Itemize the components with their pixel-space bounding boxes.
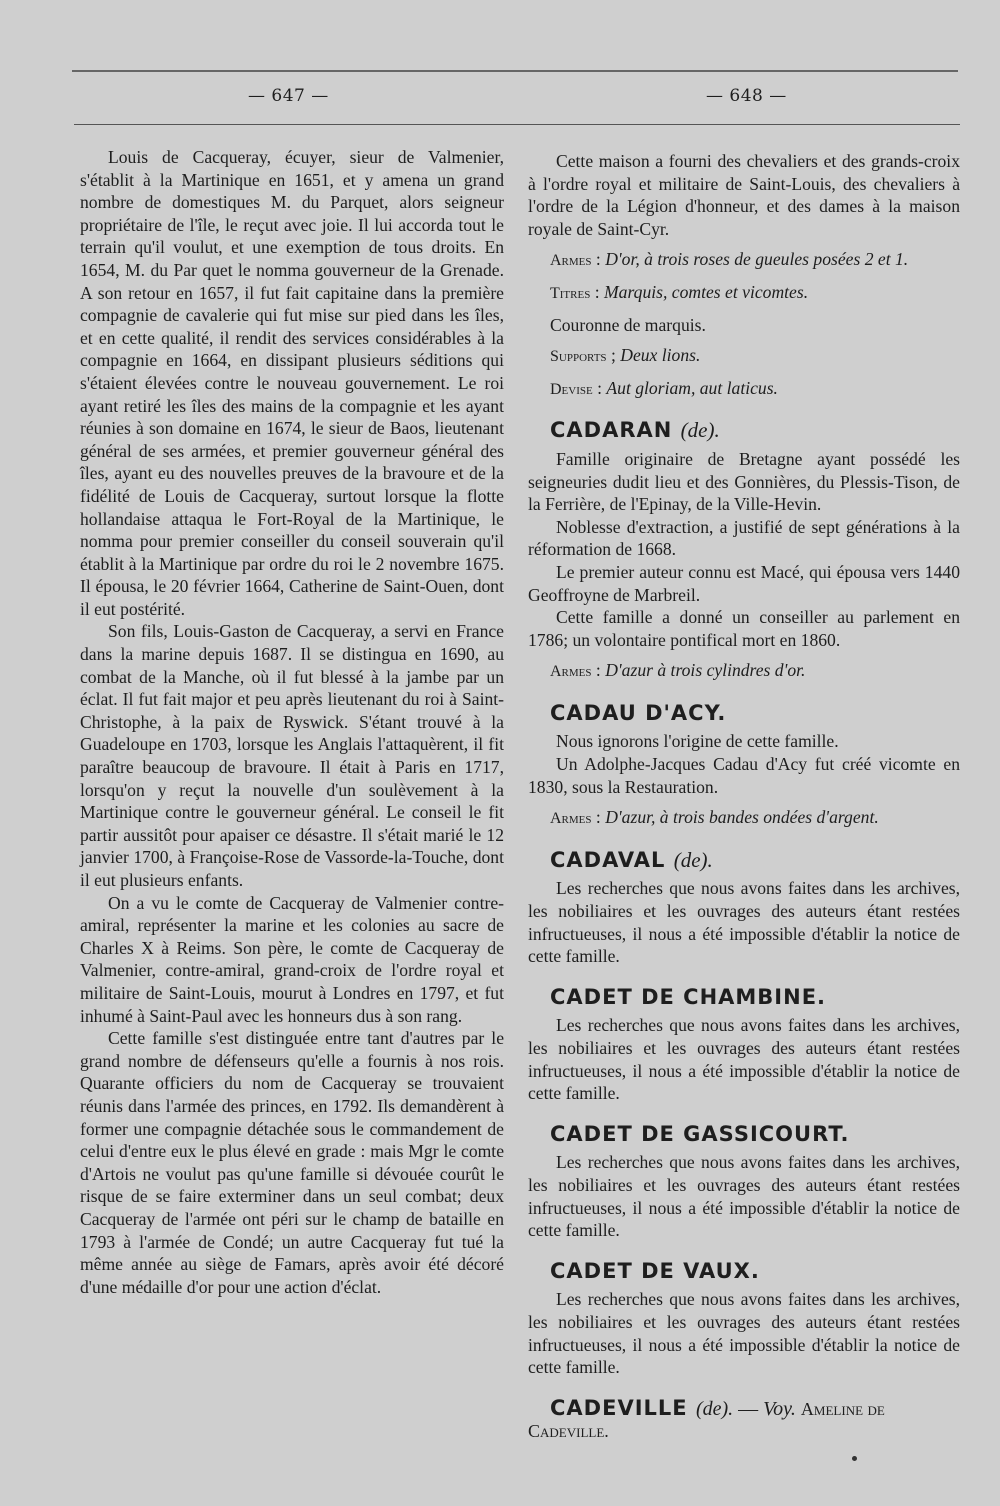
entry-heading: CADARAN (de). <box>550 418 720 443</box>
right-column <box>528 150 960 1443</box>
left-paragraph-4: Cette famille s'est distinguée entre tant d'autres par le grand nombre de défenseurs qu'elle a fournis à nos rois. Quarante officiers du nom de Cacqueray se trouvaient réunis dans l'armée des princes, en 1792. Ils demandèrent à former une compagnie détachée sous le commandement de celui d'entre eux le plus élevé en grade : mais Mgr le comte d'Artois ne voulut pas qu'une famille si dévouée courût le risque de se faire exterminer dans un seul combat; deux Cacqueray de l'armée ont péri sur le champ de bataille en 1793 à l'armée de Condé; un autre Cacqueray fut tué la même année au siège de Famars, après avoir été décoré d'une médaille d'or pour une action d'éclat. <box>80 1028 504 1297</box>
left-paragraph-1: Louis de Cacqueray, écuyer, sieur de Valmenier, s'établit à la Martinique en 1651, et y amena un grand nombre de domestiques M. du Parquet, alors seigneur propriétaire de l'île, le reçut avec joie. Il lui accorda tout le terrain qu'il voulut, et une exemption de tous droits. En 1654, M. du Par quet le nomma gouverneur de la Grenade. A son retour en 1657, il fut fait capitaine dans la première compagnie de cavalerie qui fut mise sur pied dans les îles, et en cette qualité, il rendit des services considérables à la compagnie en 1664, en dissipant plusieurs séditions qui s'étaient élevées contre le nouveau gouvernement. Le roi ayant retiré les îles des mains de la compagnie et les ayant réunies à son domaine en 1674, le sieur de Baos, lieutenant général de ses armées, et premier gouverneur général des îles, ayant eu des nouvelles preuves de la bravoure et de la fidélité de Louis de Cacqueray, surtout lorsque la flotte hollandaise attaqua le Fort-Royal de la Martinique, le nomma pour premier conseiller du conseil souverain qu'il établit à la Martinique par ordre du roi le 2 novembre 1675. Il épousa, le 20 février 1664, Catherine de Saint-Ouen, dont il eut postérité. <box>80 147 504 619</box>
entry-heading: CADAU D'ACY. <box>550 700 727 725</box>
right-page-number: — 648 — <box>706 86 787 106</box>
entry-cadaran <box>528 419 960 684</box>
entry-cadet-de-vaux <box>528 1260 960 1379</box>
left-paragraph-3: On a vu le comte de Cacqueray de Valmenier contre-amiral, représenter la marine et les colonies au sacre de Charles X à Reims. Son père, le comte de Cacqueray de Valmenier, contre-amiral, grand-croix de l'ordre royal et militaire de Saint-Louis, mourut à Londres en 1797, et fut inhumé à Saint-Paul avec les honneurs dus à son rang. <box>80 892 504 1026</box>
intro-arms: Armes : D'or, à trois roses de gueules posées 2 et 1. <box>550 249 909 270</box>
intro-motto: Devise : Aut gloriam, aut laticus. <box>550 377 778 398</box>
entry-paragraph: Les recherches que nous avons faites dans les archives, les nobiliaires et les ouvrages des auteurs étant restées infructueuses, il nous a été impossible d'établir la notice de cette famille. <box>528 1289 960 1378</box>
entry-arms: Armes : D'azur, à trois bandes ondées d'argent. <box>550 807 879 828</box>
entry-cadeville <box>528 1397 960 1443</box>
cross-reference-continued: Cadeville. <box>528 1421 609 1442</box>
entry-paragraph: Famille originaire de Bretagne ayant possédé les seigneuries dudit lieu et des Gonnières, du Plessis-Tison, de la Ferrière, de l'Epinay, de la Ville-Hevin. <box>528 448 960 515</box>
intro-paragraph: Cette maison a fourni des chevaliers et des grands-croix à l'ordre royal et militaire de Saint-Louis, des chevaliers à l'ordre de la Légion d'honneur, et des dames à la maison royale de Saint-Cyr. <box>528 151 960 239</box>
top-rule <box>72 70 958 72</box>
entry-heading: CADAVAL (de). <box>550 847 713 872</box>
cross-reference: Ameline de <box>800 1398 885 1419</box>
entry-cadet-de-chambine <box>528 986 960 1105</box>
entry-paragraph: Le premier auteur connu est Macé, qui épousa vers 1440 Geoffroyne de Marbreil. <box>528 561 960 605</box>
entry-arms: Armes : D'azur à trois cylindres d'or. <box>550 660 806 681</box>
entry-paragraph: Cette famille a donné un conseiller au parlement en 1786; un volontaire pontifical mort en 1860. <box>528 607 960 650</box>
entry-cadaval <box>528 849 960 968</box>
intro-crown: Couronne de marquis. <box>550 314 706 335</box>
intro-titles: Titres : Marquis, comtes et vicomtes. <box>550 281 809 302</box>
entry-paragraph: Noblesse d'extraction, a justifié de sept générations à la réformation de 1668. <box>528 516 960 560</box>
left-column <box>80 146 504 1298</box>
header-rule <box>74 124 960 125</box>
left-paragraph-2: Son fils, Louis-Gaston de Cacqueray, a servi en France dans la marine depuis 1687. Il se distingua en 1690, au combat de la Manche, où il fut blessé à la jambe par un éclat. Il fut fait major et peu après lieutenant du roi à Saint-Christophe, à la paix de Ryswick. S'étant trouvé à la Guadeloupe en 1703, lorsque les Anglais l'attaquèrent, il fit paraître beaucoup de bravoure. Il était à Paris en 1717, lorsqu'on y reçut la nouvelle d'un soulèvement à la Martinique contre le gouverneur général. Le conseil le fit partir aussitôt pour apaiser ce désastre. Il s'était marié le 12 janvier 1700, à Françoise-Rose de Vassorde-la-Touche, dont il eut plusieurs enfants. <box>80 621 504 890</box>
entry-paragraph: Les recherches que nous avons faites dans les archives, les nobiliaires et les ouvrages des auteurs étant restées infructueuses, il nous a été impossible d'établir la notice de cette famille. <box>528 1015 960 1104</box>
entry-paragraph: Les recherches que nous avons faites dans les archives, les nobiliaires et les ouvrages des auteurs étant restées infructueuses, il nous a été impossible d'établir la notice de cette famille. <box>528 878 960 967</box>
entry-paragraph: Nous ignorons l'origine de cette famille. <box>556 731 839 752</box>
entry-heading: CADEVILLE (de). — Voy. Ameline de <box>550 1395 885 1420</box>
entry-heading: CADET DE VAUX. <box>550 1258 760 1283</box>
entry-cadau-dacy <box>528 702 960 831</box>
left-page-number: — 647 — <box>248 86 329 106</box>
ink-speck <box>852 1456 857 1461</box>
intro-supports: Supports ; Deux lions. <box>550 345 701 366</box>
entry-heading: CADET DE GASSICOURT. <box>550 1121 850 1146</box>
entry-paragraph: Les recherches que nous avons faites dans les archives, les nobiliaires et les ouvrages des auteurs étant restées infructueuses, il nous a été impossible d'établir la notice de cette famille. <box>528 1152 960 1241</box>
entry-paragraph: Un Adolphe-Jacques Cadau d'Acy fut créé vicomte en 1830, sous la Restauration. <box>528 754 960 797</box>
entry-heading: CADET DE CHAMBINE. <box>550 984 827 1009</box>
entry-cadet-de-gassicourt <box>528 1123 960 1242</box>
